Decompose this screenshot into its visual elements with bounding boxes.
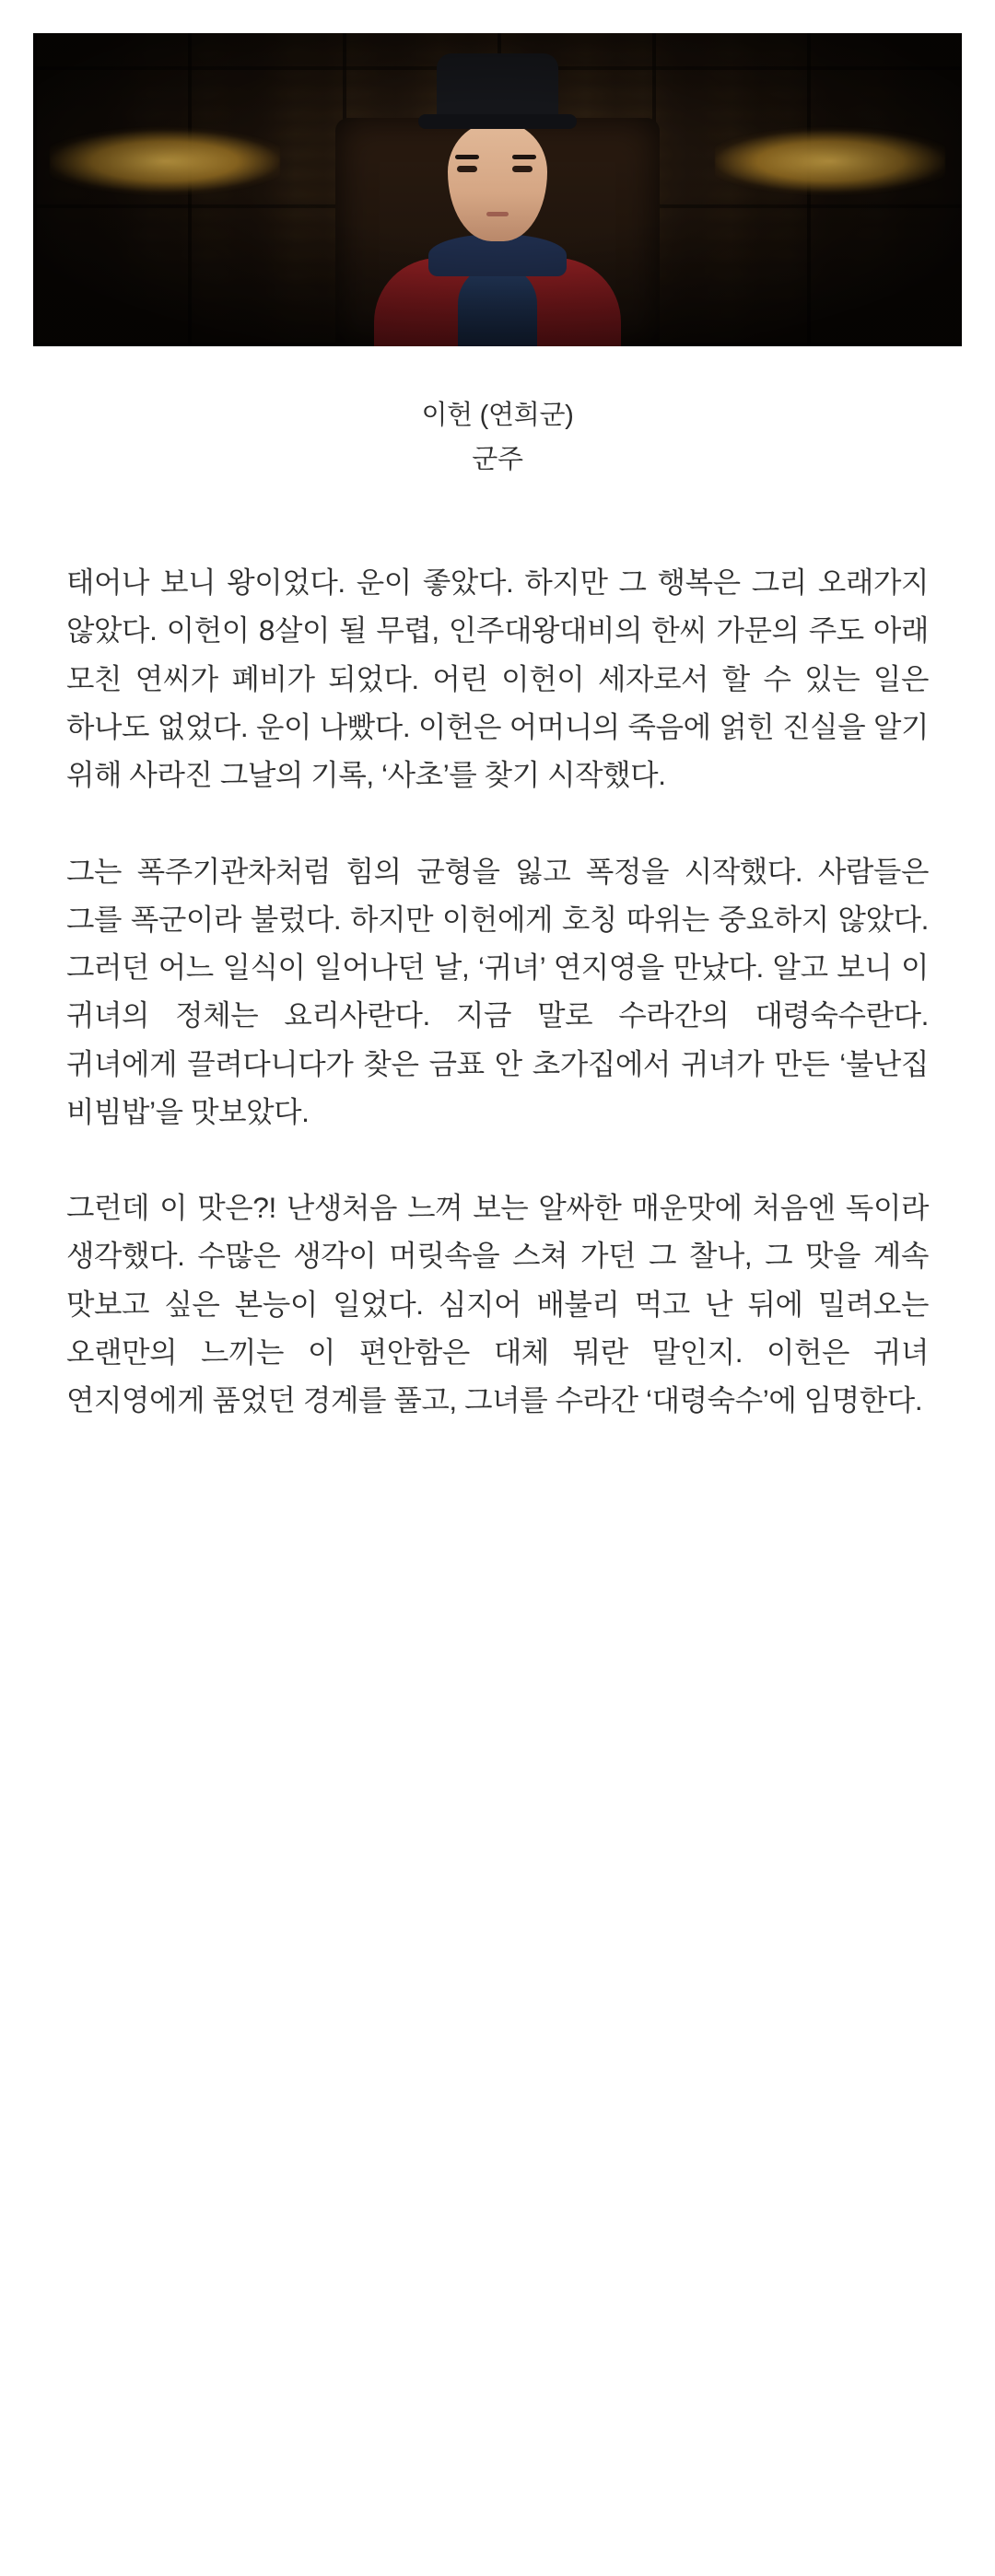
character-hero-image (33, 33, 962, 346)
character-role: 군주 (472, 445, 523, 475)
description-paragraph-1: 태어나 보니 왕이었다. 운이 좋았다. 하지만 그 행복은 그리 오래가지 않았다. 이헌이 8살이 될 무렵, 인주대왕대비의 한씨 가문의 주도 아래 모친 연씨가 폐비가 되었다. 어린 이헌이 세자로서 할 수 있는 일은 하나도 없었다. 운이 나빴다. 이헌은 어머니의 죽음에 얽힌 진실을 알기 위해 사라진 그날의 기록, ‘사초’를 찾기 시작했다. (66, 565, 929, 792)
description-paragraph-3: 그런데 이 맛은?! 난생처음 느껴 보는 알싸한 매운맛에 처음엔 독이라 생각했다. 수많은 생각이 머릿속을 스쳐 가던 그 찰나, 그 맛을 계속 맛보고 싶은 본능이 일었다. 심지어 배불리 먹고 난 뒤에 밀려오는 오랜만의 느끼는 이 편안함은 대체 뭐란 말인지. 이헌은 귀녀 연지영에게 품었던 경계를 풀고, 그녀를 수라간 ‘대령숙수’에 임명한다. (66, 1191, 929, 1417)
description-paragraph-2: 그는 폭주기관차처럼 힘의 균형을 잃고 폭정을 시작했다. 사람들은 그를 폭군이라 불렀다. 하지만 이헌에게 호칭 따위는 중요하지 않았다. 그러던 어느 일식이 일어나던 날, ‘귀녀’ 연지영을 만났다. 알고 보니 이 귀녀의 정체는 요리사란다. 지금 말로 수라간의 대령숙수란다. 귀녀에게 끌려다니다가 찾은 금표 안 초가집에서 귀녀가 만든 ‘불난집 비빔밥’을 맛보았다. (66, 854, 929, 1128)
image-vignette (33, 33, 962, 346)
character-name: 이헌 (연희군) (421, 401, 574, 430)
character-description (33, 558, 962, 1425)
character-name-block (0, 396, 995, 479)
